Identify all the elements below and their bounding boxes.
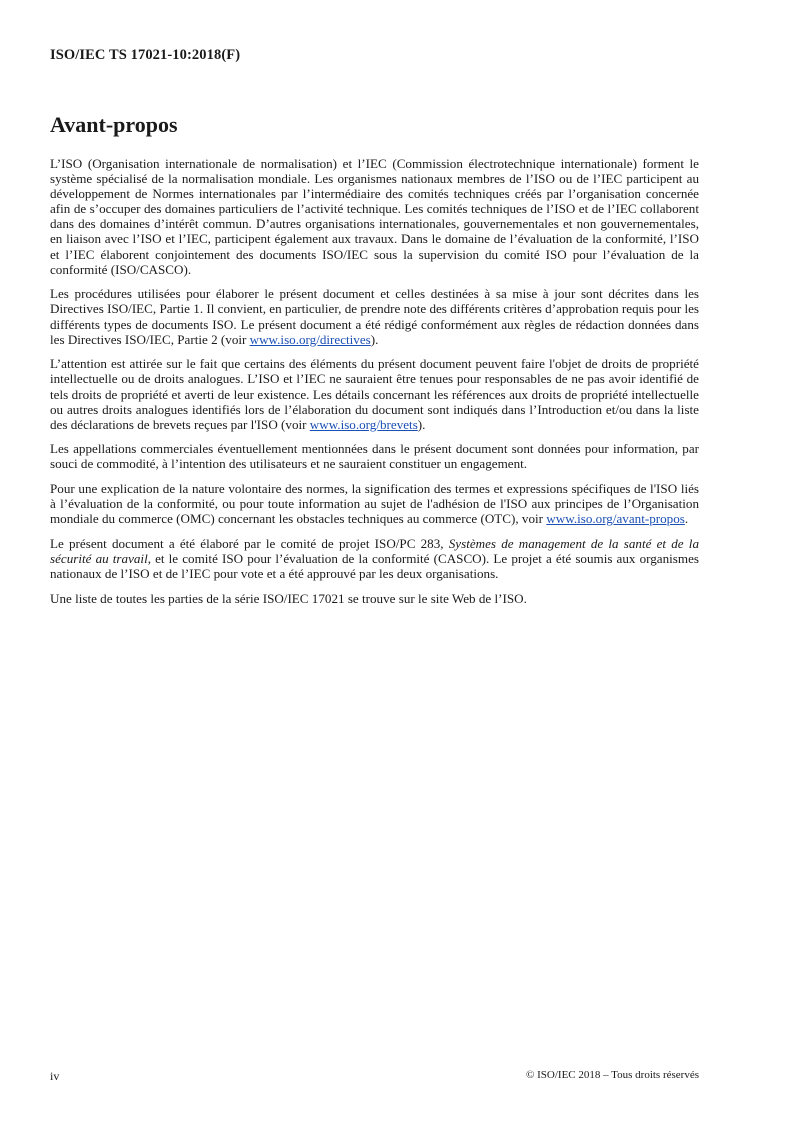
page-title: Avant-propos — [50, 112, 178, 137]
paragraph-3-end: ). — [417, 416, 426, 432]
paragraph-1: L’ISO (Organisation internationale de normalisation) et l’IEC (Commission électrotechnique internationale) forment le système spécialisé de la normalisation mondiale. Les organismes nationaux membres de l’ISO ou de l’IEC participent au développement de Normes internationales par l’intermédiaire des comités techniques créés par l’organisation concernée afin de s’occuper des domaines particuliers de l’activité technique. Les comités techniques de l’ISO et de l’IEC collaborent dans des domaines d’intérêt commun. D’autres organisations internationales, gouvernementales et non gouvernementales, en liaison avec l’ISO et l’IEC, participent également aux travaux. Dans le domaine de l’évaluation de la conformité, l’ISO et l’IEC élaborent conjointement des documents ISO/IEC sous la supervision du comité ISO pour l’évaluation de la conformité (ISO/CASCO). — [50, 156, 699, 277]
paragraph-5 — [50, 481, 699, 526]
paragraph-3-text: L’attention est attirée sur le fait que certains des éléments du présent document peuvent faire l'objet de droits de propriété intellectuelle ou de droits analogues. L’ISO et l’IEC ne sauraient être tenues pour responsables de ne pas avoir identifié de tels droits de propriété et averti de leur existence. Les détails concernant les références aux droits de propriété intellectuelle ou autres droits analogues identifiés lors de l’élaboration du document sont indiqués dans l’Introduction et/ou dans la liste des déclarations de brevets reçues par l'ISO (voir — [50, 356, 699, 432]
directives-link[interactable]: www.iso.org/directives — [249, 331, 371, 347]
paragraph-2-end: ). — [370, 331, 379, 347]
paragraph-3 — [50, 356, 699, 431]
paragraph-6-end: , et le comité ISO pour l’évaluation de la conformité (CASCO). Le projet a été soumis aux organismes nationaux de l’ISO et de l’IEC pour vote et a été approuvé par les deux organisations. — [50, 551, 699, 582]
document-identifier: ISO/IEC TS 17021-10:2018(F) — [50, 47, 241, 63]
copyright-notice: © ISO/IEC 2018 – Tous droits réservés — [526, 1069, 699, 1081]
page-number: iv — [50, 1069, 60, 1083]
paragraph-6-text: Le présent document a été élaboré par le comité de projet ISO/PC 283, — [50, 536, 449, 552]
paragraph-7: Une liste de toutes les parties de la série ISO/IEC 17021 se trouve sur le site Web de l’ISO. — [50, 590, 527, 606]
avant-propos-link[interactable]: www.iso.org/avant-propos — [546, 511, 685, 527]
paragraph-2 — [50, 286, 699, 346]
paragraph-4: Les appellations commerciales éventuellement mentionnées dans le présent document sont données pour information, par souci de commodité, à l’intention des utilisateurs et ne sauraient constituer un engagement. — [50, 441, 699, 472]
foreword-body — [50, 156, 699, 616]
committee-title: Systèmes de management de la santé et de la sécurité au travail — [50, 536, 699, 567]
paragraph-2-text: Les procédures utilisées pour élaborer le présent document et celles destinées à sa mise à jour sont décrites dans les Directives ISO/IEC, Partie 1. Il convient, en particulier, de prendre note des différents critères d’approbation requis pour les différents types de documents ISO. Le présent document a été rédigé conformément aux règles de rédaction données dans les Directives ISO/IEC, Partie 2 (voir — [50, 286, 699, 347]
brevets-link[interactable]: www.iso.org/brevets — [309, 416, 418, 432]
paragraph-6 — [50, 536, 699, 581]
paragraph-5-end: . — [684, 511, 689, 527]
paragraph-5-text: Pour une explication de la nature volontaire des normes, la signification des termes et expressions spécifiques de l'ISO liés à l’évaluation de la conformité, ou pour toute information au sujet de l'adhésion de l'ISO aux principes de l’Organisation mondiale du commerce (OMC) concernant les obstacles techniques au commerce (OTC), voir — [50, 481, 699, 527]
